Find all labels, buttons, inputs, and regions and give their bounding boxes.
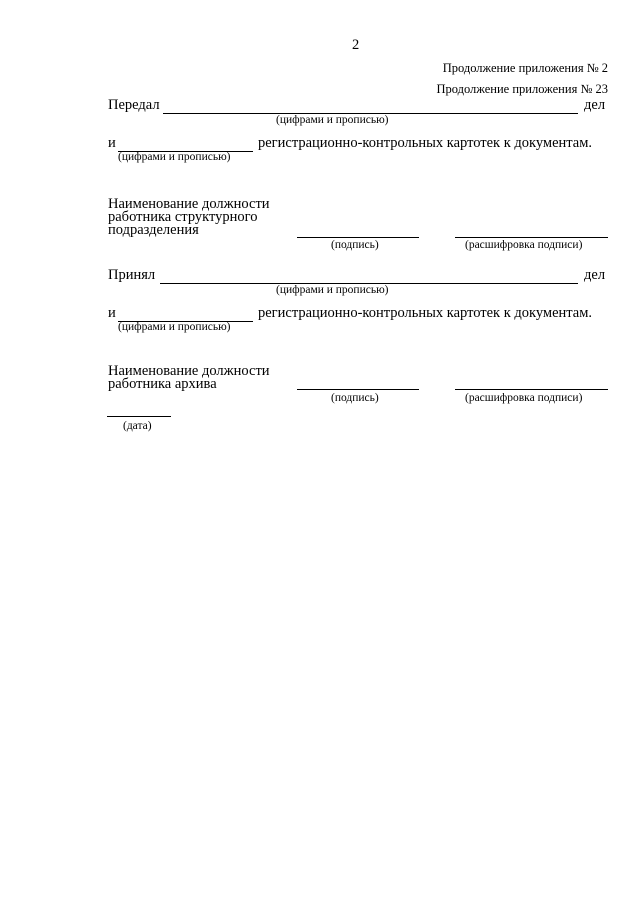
appendix-continuation-2: Продолжение приложения № 2 bbox=[442, 61, 608, 75]
accepted-label: Принял bbox=[108, 267, 156, 283]
transferred-position-line3: подразделения bbox=[108, 222, 199, 238]
accepted-signature-hint: (подпись) bbox=[331, 392, 379, 404]
transferred-label: Передал bbox=[108, 97, 160, 113]
accepted-signature-blank[interactable] bbox=[297, 389, 419, 390]
date-hint: (дата) bbox=[123, 420, 152, 432]
accepted-cards-text: регистрационно-контрольных картотек к документам. bbox=[258, 305, 593, 321]
accepted-position-line1: Наименование должности bbox=[108, 363, 270, 379]
transferred-cases-suffix: дел bbox=[584, 97, 606, 113]
accepted-decoding-hint: (расшифровка подписи) bbox=[465, 392, 583, 404]
accepted-and: и bbox=[108, 305, 116, 321]
page-number: 2 bbox=[352, 37, 360, 53]
accepted-position-line2: работника архива bbox=[108, 376, 217, 392]
transferred-position-line2: работника структурного bbox=[108, 209, 258, 225]
appendix-continuation-23: Продолжение приложения № 23 bbox=[436, 82, 608, 96]
transferred-and: и bbox=[108, 135, 116, 151]
transferred-cards-text: регистрационно-контрольных картотек к документам. bbox=[258, 135, 593, 151]
transferred-cards-hint: (цифрами и прописью) bbox=[118, 151, 231, 163]
date-blank[interactable] bbox=[107, 416, 171, 417]
accepted-cases-suffix: дел bbox=[584, 267, 606, 283]
transferred-decoding-hint: (расшифровка подписи) bbox=[465, 239, 583, 251]
transferred-signature-hint: (подпись) bbox=[331, 239, 379, 251]
accepted-decoding-blank[interactable] bbox=[455, 389, 608, 390]
transferred-signature-blank[interactable] bbox=[297, 237, 419, 238]
transferred-decoding-blank[interactable] bbox=[455, 237, 608, 238]
accepted-cases-hint: (цифрами и прописью) bbox=[276, 284, 389, 296]
accepted-cards-hint: (цифрами и прописью) bbox=[118, 321, 231, 333]
transferred-cases-hint: (цифрами и прописью) bbox=[276, 114, 389, 126]
transferred-position-line1: Наименование должности bbox=[108, 196, 270, 212]
